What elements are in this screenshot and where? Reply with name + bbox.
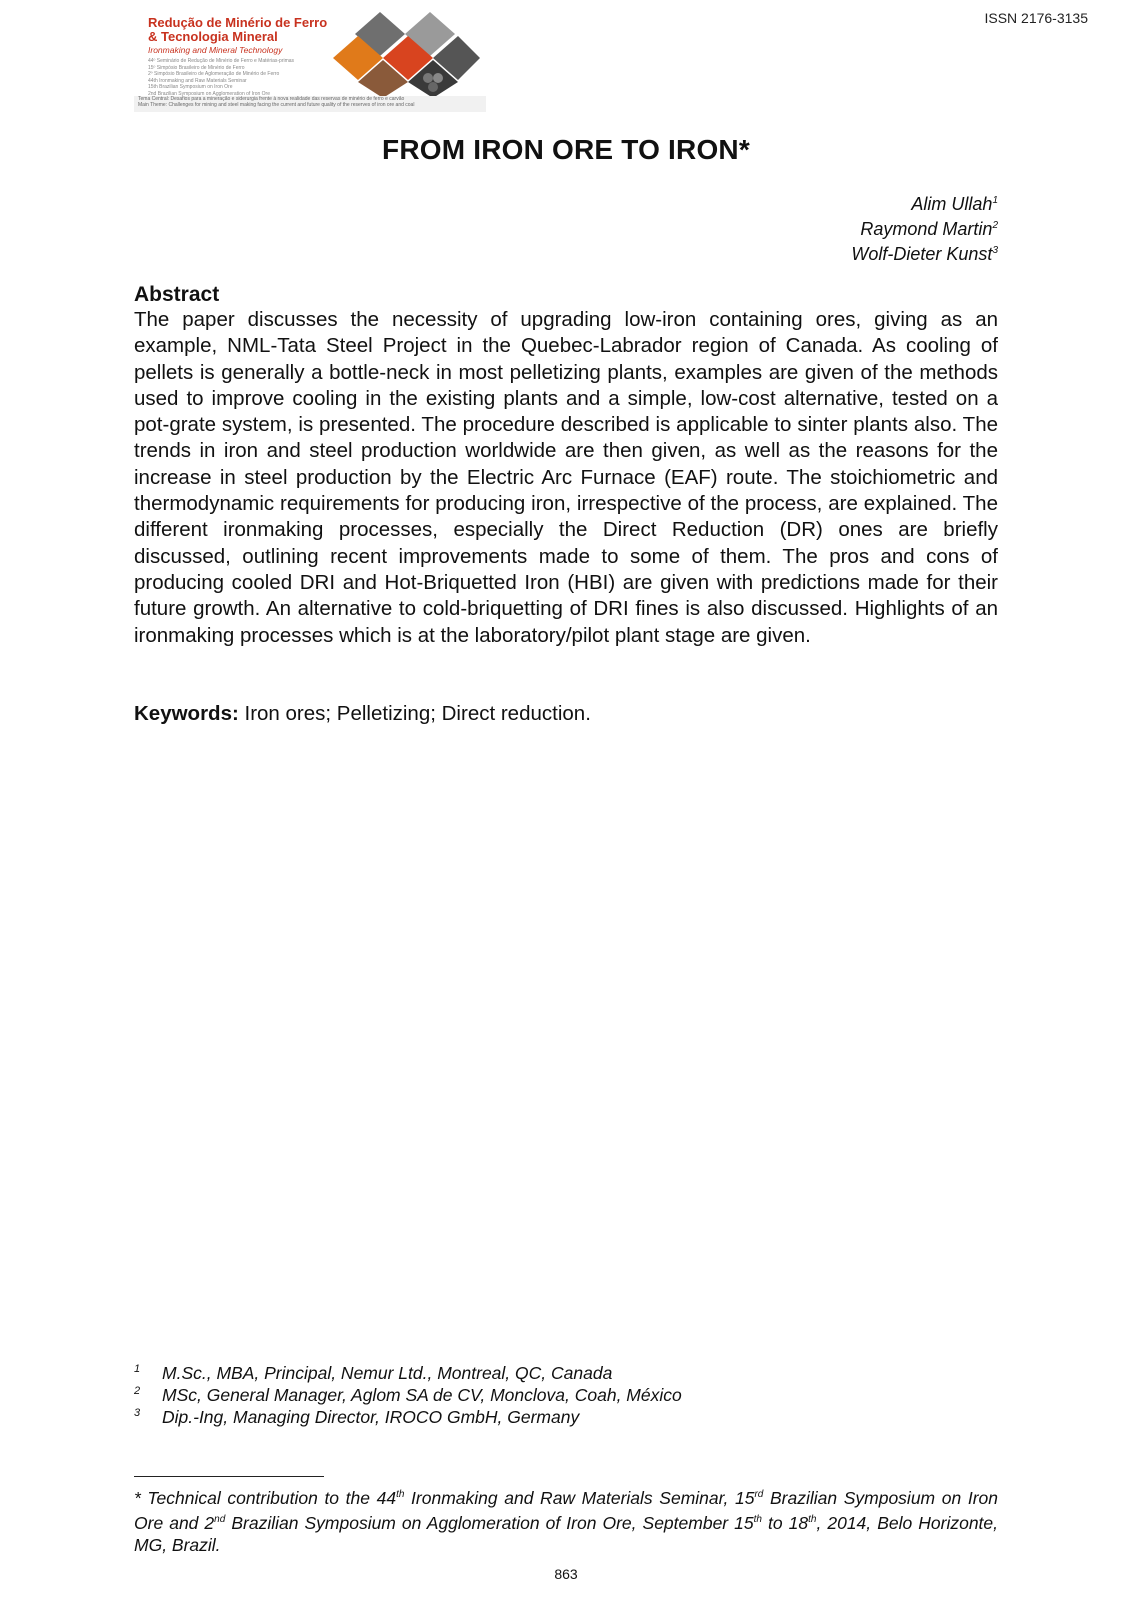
author-name: Raymond Martin bbox=[860, 219, 993, 239]
affiliation-number: 2 bbox=[134, 1385, 141, 1397]
keywords-label: Keywords: bbox=[134, 702, 239, 725]
banner-title-line2: & Tecnologia Mineral bbox=[148, 29, 278, 44]
author bbox=[851, 240, 998, 265]
affiliation-text: Dip.-Ing, Managing Director, IROCO GmbH, Germany bbox=[162, 1407, 580, 1427]
author-sup: 3 bbox=[992, 245, 998, 256]
footnote-text: Brazilian Symposium on Iron Ore and 2 bbox=[134, 1487, 998, 1533]
footnote-sup: rd bbox=[754, 1489, 764, 1500]
keywords-text: Iron ores; Pelletizing; Direct reduction. bbox=[238, 702, 591, 725]
author bbox=[851, 190, 998, 215]
affiliation-text: MSc, General Manager, Aglom SA de CV, Monclova, Coah, México bbox=[162, 1385, 682, 1405]
affiliation-text: M.Sc., MBA, Principal, Nemur Ltd., Montreal, QC, Canada bbox=[162, 1363, 613, 1383]
conference-banner bbox=[134, 12, 486, 112]
author-name: Wolf-Dieter Kunst bbox=[851, 244, 993, 264]
banner-small-lines bbox=[148, 58, 348, 97]
paper-title: FROM IRON ORE TO IRON* bbox=[382, 134, 750, 165]
footnote-divider bbox=[134, 1476, 324, 1477]
abstract-heading: Abstract bbox=[134, 283, 220, 306]
affiliation bbox=[134, 1384, 682, 1406]
author-sup: 1 bbox=[992, 195, 998, 206]
footnote-sup: th bbox=[396, 1489, 405, 1500]
footnote-text: to 18 bbox=[761, 1512, 809, 1533]
issn-label: ISSN 2176-3135 bbox=[984, 10, 1088, 26]
footnote-text: * Technical contribution to the 44 bbox=[134, 1487, 397, 1508]
banner-small-line: 44º Seminário de Redução de Minério de Ferro e Matérias-primas bbox=[148, 58, 295, 64]
banner-tema-central: Tema Central: Desafios para a mineração e siderurgia frente à nova realidade das reservas de minério de ferro e carvão bbox=[138, 96, 405, 102]
author-sup: 2 bbox=[992, 220, 998, 231]
author-list bbox=[851, 190, 998, 265]
abstract-text: The paper discusses the necessity of upgrading low-iron containing ores, giving as an example, NML-Tata Steel Project in the Quebec-Labrador region of Canada. As cooling of pellets is generally a bottle-neck in most pelletizing plants, examples are given of the methods used to improve cooling in the existing plants and a simple, low-cost alternative, tested on a pot-grate system, is presented. The procedure described is applicable to sinter plants also. The trends in iron and steel production worldwide are then given, as well as the reasons for the increase in steel production by the Electric Arc Furnace (EAF) route. The stoichiometric and thermodynamic requirements for producing iron, irrespective of the process, are explained. The different ironmaking processes, especially the Direct Reduction (DR) ones are briefly discussed, outlining recent improvements made to some of them. The pros and cons of producing cooled DRI and Hot-Briquetted Iron (HBI) are given with predictions made for their future growth. An alternative to cold-briquetting of DRI fines is also discussed. Highlights of an ironmaking processes which is at the laboratory/pilot plant stage are given. bbox=[134, 308, 998, 647]
footnote-text: Ironmaking and Raw Materials Seminar, 15 bbox=[404, 1487, 755, 1508]
pellet bbox=[423, 73, 433, 83]
footnote bbox=[134, 1484, 998, 1556]
banner-small-line: 2º Simpósio Brasileiro de Aglomeração de Minério de Ferro bbox=[148, 71, 280, 77]
banner-small-line: 15th Brazilian Symposium on Iron Ore bbox=[148, 84, 233, 90]
banner-small-line: 2nd Brazilian Symposium on Agglomeration of Iron Ore bbox=[148, 90, 271, 97]
affiliation bbox=[134, 1406, 682, 1428]
banner-main-theme: Main Theme: Challenges for mining and steel making facing the current and future quality of the reserves of iron ore and coal bbox=[138, 102, 415, 108]
affiliation bbox=[134, 1362, 682, 1384]
footnote-sup: nd bbox=[214, 1513, 226, 1525]
pellet bbox=[428, 82, 438, 92]
keywords-line bbox=[134, 702, 591, 726]
author bbox=[851, 215, 998, 240]
footnote-sup: th bbox=[808, 1513, 817, 1525]
banner-small-line: 15º Simpósio Brasileiro de Minério de Ferro bbox=[148, 64, 245, 71]
pellet bbox=[433, 73, 443, 83]
banner-theme-strip bbox=[134, 96, 486, 112]
banner-text bbox=[148, 16, 348, 97]
affiliations bbox=[134, 1362, 682, 1428]
footnote-sup: th bbox=[753, 1513, 762, 1525]
banner-subtitle: Ironmaking and Mineral Technology bbox=[148, 45, 283, 55]
footnote-text: Brazilian Symposium on Agglomeration of Iron Ore, September 15 bbox=[225, 1512, 754, 1533]
affiliation-number: 3 bbox=[134, 1407, 141, 1419]
banner-collage-image bbox=[330, 12, 480, 98]
affiliation-number: 1 bbox=[134, 1363, 141, 1375]
author-name: Alim Ullah bbox=[911, 194, 993, 214]
footnote-text: , 2014, Belo Horizonte, MG, Brazil. bbox=[134, 1512, 999, 1555]
page-number: 863 bbox=[554, 1566, 578, 1582]
banner-small-line: 44th Ironmaking and Raw Materials Seminar bbox=[148, 77, 247, 84]
banner-title-line1: Redução de Minério de Ferro bbox=[148, 15, 328, 30]
